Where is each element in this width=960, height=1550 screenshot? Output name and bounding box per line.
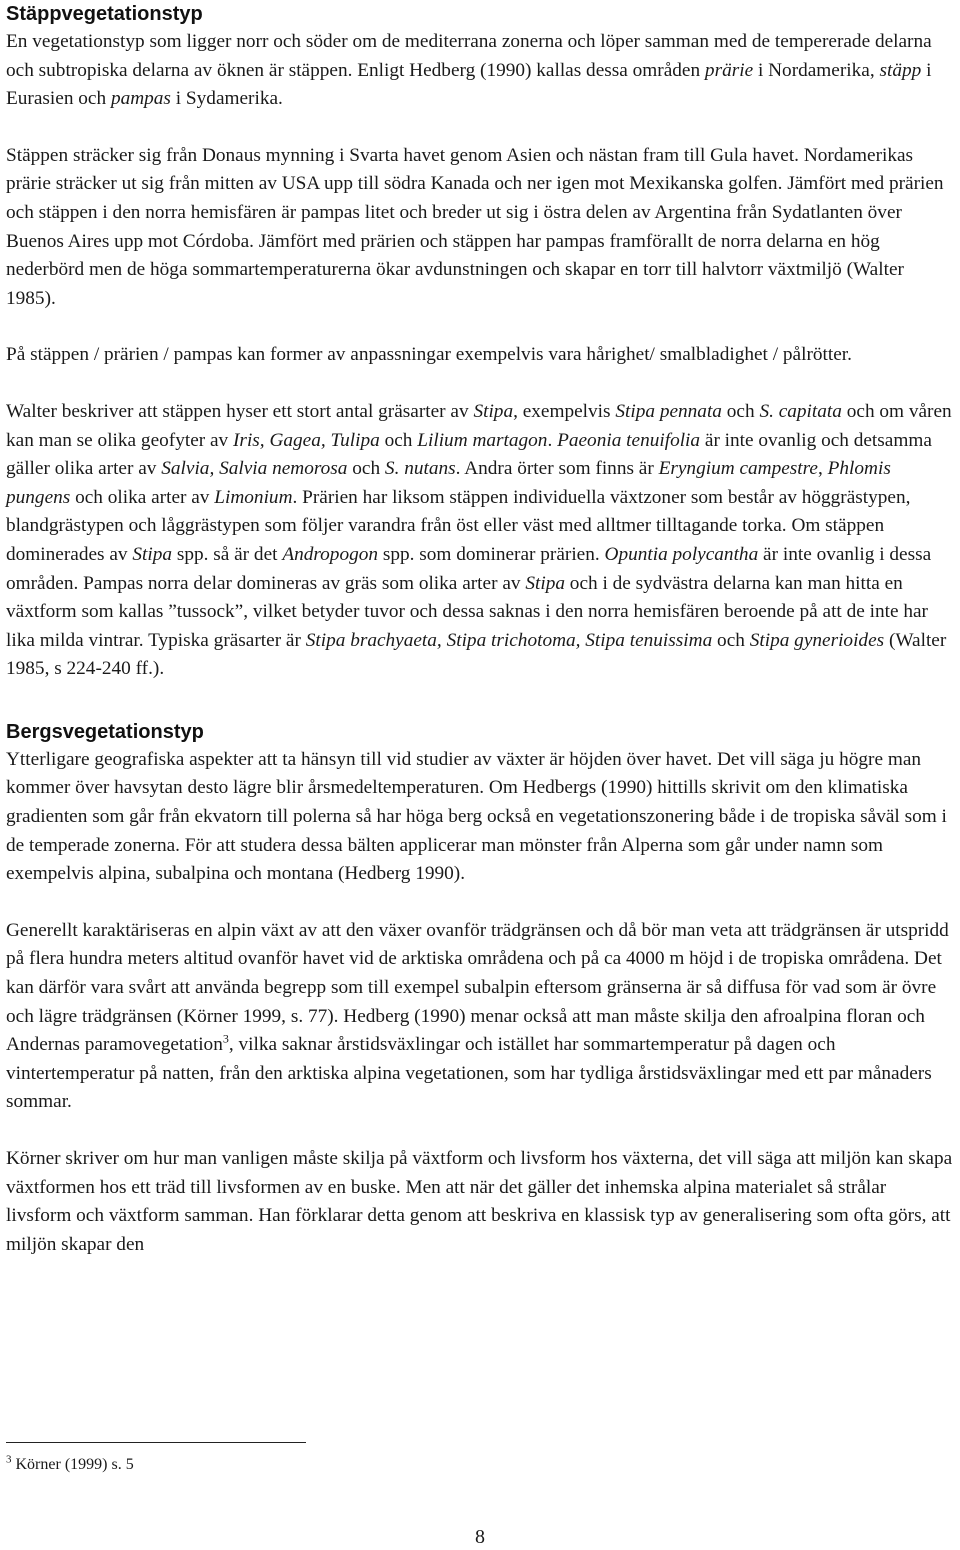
species-name: Andropogon: [282, 543, 379, 565]
species-name: Stipa brachyaeta, Stipa trichotoma, Stipa tenuissima: [305, 629, 713, 651]
text-run: och om våren kan man se olika geofyter av: [6, 400, 952, 451]
footnote-reference[interactable]: 3: [222, 1031, 229, 1046]
species-name: Phlomis pungens: [6, 458, 891, 508]
species-name: Stipa pennata: [615, 400, 722, 422]
text-run: i Eurasien och: [6, 59, 932, 110]
text-run: Generellt karaktäriseras en alpin växt av att den växer ovanför trädgränsen och då bör man veta att trädgränsen är utspridd på flera hundra meters altitud ovanför havet vid de arktiska områdena och på ca 4000 m höjd i de tropiska områdena. Det kan därför vara svårt att använda begrepp som till exempel subalpin eftersom gränserna är så diffusa för vad som är övre och lägre trädgränsen (Körner 1999, s. 77). Hedberg (1990) menar också att man måste skilja den afroalpina floran och Andernas paramovegetation: [6, 919, 949, 1056]
species-name: Stipa gynerioides: [749, 629, 885, 651]
text-run: .: [547, 429, 558, 451]
text-run: spp. så är det: [172, 543, 283, 565]
text-run: och: [379, 429, 418, 451]
species-name: Stipa: [132, 543, 172, 565]
text-run: ,: [817, 458, 828, 480]
text-run: och: [721, 400, 760, 422]
text-run: , vilka saknar årstidsväxlingar och istället har sommartemperatur på dagen och vintertemperatur på natten, från den arktiska alpina vegetationen, som har tydliga årstidsväxlingar med ett par månaders sommar.: [6, 1034, 932, 1113]
section-heading-bergs: Bergsvegetationstyp: [6, 720, 204, 743]
text-run: spp. som dominerar prärien.: [378, 543, 605, 565]
footnote-text: Körner (1999) s. 5: [11, 1456, 134, 1473]
footnote-separator: [6, 1442, 306, 1443]
species-name: S. capitata: [759, 400, 842, 422]
species-name: Paeonia tenuifolia: [557, 429, 701, 451]
text-run: och: [712, 629, 750, 651]
italic-term: stäpp: [879, 59, 922, 81]
section-heading-stapp: Stäppvegetationstyp: [6, 3, 203, 25]
paragraph-stapp-geography: Stäppen sträcker sig från Donaus mynning i Svarta havet genom Asien och nästan fram till Gula havet. Nordamerikas prärie sträcker ut sig från mitten av USA upp till södra Kanada och ner igen mot Mexikanska golfen. Jämfört med prärien och stäppen i den norra hemisfären är pampas litet och breder ut sig i östra delen av Argentina från Sydatlanten över Buenos Aires upp mot Córdoba. Jämfört med prärien och stäppen har pampas framförallt de norra delarna en hög nederbörd men de höga sommartemperaturerna ökar avdunstningen och skapar en torr till halvtorr växtmiljö (Walter 1985).: [6, 144, 944, 309]
text-run: , exempelvis: [513, 400, 616, 422]
paragraph-stapp-intro: [6, 28, 956, 114]
paragraph-korner-growth-form: Körner skriver om hur man vanligen måste skilja på växtform och livsform hos växterna, det vill säga att miljön kan skapa växtformen hos ett träd till livsformen av en buske. Men att när det gäller det inhemska alpina materialet så strålar livsform och växtform samman. Han förklarar detta genom att beskriva en klassisk typ av generalisering som ofta görs, att miljön skapar den: [6, 1148, 953, 1255]
species-name: Iris, Gagea, Tulipa: [233, 429, 380, 451]
text-run: och olika arter av: [70, 486, 215, 508]
text-run: Walter beskriver att stäppen hyser ett stort antal gräsarter av: [6, 400, 474, 422]
species-name: Eryngium campestre: [658, 458, 818, 480]
paragraph-alpine-plants: [6, 917, 956, 1117]
species-name: Salvia, Salvia nemorosa: [161, 458, 348, 480]
italic-term: prärie: [704, 59, 754, 81]
text-run: och: [347, 458, 385, 480]
species-name: Stipa: [525, 572, 565, 594]
document-page: [6, 0, 956, 1259]
text-run: är inte ovanlig i dessa områden. Pampas norra delar domineras av gräs som olika arter av: [6, 543, 932, 594]
paragraph-adaptations: På stäppen / prärien / pampas kan former av anpassningar exempelvis vara hårighet/ smalbladighet / pålrötter.: [6, 344, 852, 366]
species-name: Stipa: [473, 400, 514, 422]
text-run: och i de sydvästra delarna kan man hitta en växtform som kallas ”tussock”, vilket betyder tuvor och dessa saknas i den norra hemisfären beroende på att de inte har lika milda vintrar. Typiska gräsarter är: [6, 572, 928, 651]
page-number: 8: [475, 1526, 485, 1548]
species-name: Limonium: [214, 486, 293, 508]
paragraph-altitude: Ytterligare geografiska aspekter att ta hänsyn till vid studier av växter är höjden över havet. Det vill säga ju högre man kommer över havsytan desto lägre blir årsmedeltemperaturen. Om Hedbergs (1990) hittills skrivit om den klimatiska gradienten som går från ekvatorn till polerna så har höga berg också en vegetationszonering både i de tropiska såväl som i de temperade zonerna. För att studera dessa bälten applicerar man mönster från Alperna som går under namn som exempelvis alpina, subalpina och montana (Hedberg 1990).: [6, 748, 947, 885]
text-run: En vegetationstyp som ligger norr och söder om de mediterrana zonerna och löper samman med de tempererade delarna och subtropiska delarna av öknen är stäppen. Enligt Hedberg (1990) kallas dessa områden: [6, 31, 932, 81]
text-run: (Walter 1985, s 224-240 ff.).: [6, 629, 947, 680]
species-name: Lilium martagon: [417, 429, 548, 451]
text-run: i Nordamerika,: [753, 59, 880, 81]
species-name: Opuntia polycantha: [604, 543, 759, 565]
text-run: . Prärien har liksom stäppen individuella växtzoner som består av höggrästypen, blandgrästypen och låggrästypen som följer varandra från öst eller väst med alltmer tilltagande torka. Om stäppen dominerades av: [6, 486, 911, 565]
text-run: . Andra örter som finns är: [455, 458, 659, 480]
text-run: är inte ovanlig och detsamma gäller olika arter av: [6, 429, 932, 480]
italic-term: pampas: [110, 88, 171, 110]
species-name: S. nutans: [384, 458, 456, 480]
paragraph-walter-species: [6, 398, 956, 684]
footnote: [6, 1455, 134, 1475]
text-run: i Sydamerika.: [170, 88, 283, 110]
footnote-marker: 3: [6, 1453, 12, 1466]
